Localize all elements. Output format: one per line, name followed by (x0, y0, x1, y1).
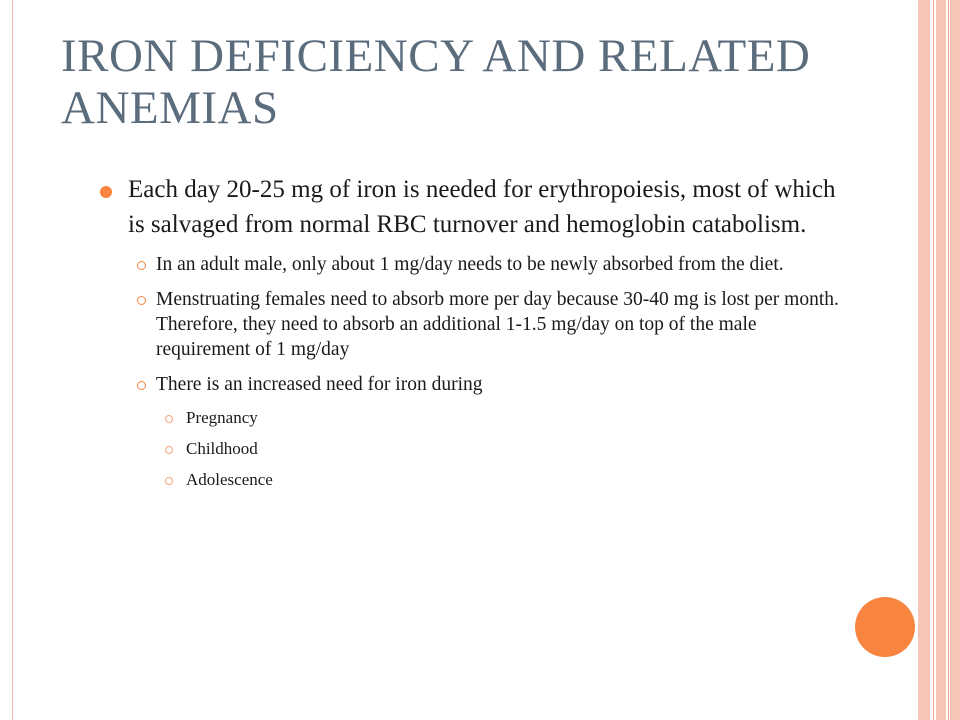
sub-bullet-text: There is an increased need for iron during (156, 374, 483, 395)
bullet-dot-icon (100, 186, 112, 198)
sub-sub-bullet-item (165, 469, 840, 491)
sub-bullet-text: Menstruating females need to absorb more per day because 30-40 mg is lost per month. Therefore, they need to absorb an additional 1-1.5 mg/day on top of the male requirement of 1 mg/day (156, 289, 839, 360)
frame-right-line (948, 0, 949, 720)
accent-circle (855, 597, 915, 657)
frame-right-bar (950, 0, 960, 720)
bullet-ring-icon (137, 296, 146, 305)
sub-bullet-text: In an adult male, only about 1 mg/day needs to be newly absorbed from the diet. (156, 254, 784, 275)
bullet-ring-icon (137, 261, 146, 270)
bullet-ring-icon (137, 381, 146, 390)
slide-content (100, 172, 840, 500)
sub-sub-bullet-text: Adolescence (186, 470, 273, 489)
slide-title: IRON DEFICIENCY AND RELATED ANEMIAS (61, 30, 811, 134)
sub-bullet-item (137, 372, 840, 397)
sub-bullet-item (137, 252, 840, 277)
sub-bullet-item (137, 287, 840, 362)
frame-right-bar (936, 0, 946, 720)
frame-left-line (12, 0, 13, 720)
bullet-small-ring-icon (165, 415, 173, 423)
frame-right-line (933, 0, 934, 720)
sub-sub-bullet-text: Pregnancy (186, 408, 258, 427)
main-bullet-item (100, 172, 840, 242)
bullet-small-ring-icon (165, 477, 173, 485)
frame-right-bar (918, 0, 930, 720)
bullet-small-ring-icon (165, 446, 173, 454)
sub-sub-bullet-item (165, 407, 840, 429)
sub-sub-bullet-text: Childhood (186, 439, 258, 458)
main-bullet-text: Each day 20-25 mg of iron is needed for erythropoiesis, most of which is salvaged from normal RBC turnover and hemoglobin catabolism. (128, 176, 836, 238)
sub-sub-bullet-item (165, 438, 840, 460)
